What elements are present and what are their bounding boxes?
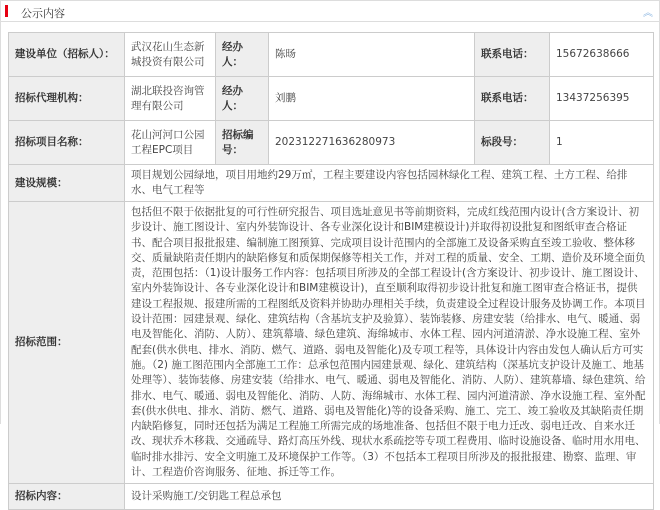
- table-row: [9, 202, 654, 484]
- section-no-value: 1: [550, 121, 654, 165]
- phone-label: 联系电话：: [475, 33, 550, 77]
- handler-label: 经办人：: [216, 77, 269, 121]
- scale-label: 建设规模：: [9, 165, 125, 202]
- project-value: 花山河河口公园工程EPC项目: [125, 121, 216, 165]
- section-marker: [5, 5, 8, 17]
- agent-phone: 13437256395: [550, 77, 654, 121]
- table-row: [9, 77, 654, 121]
- owner-value: 武汉花山生态新城投资有限公司: [125, 33, 216, 77]
- range-value: 包括但不限于依据批复的可行性研究报告、项目选址意见书等前期资料，完成红线范围内设计(含方案设计、初步设计、施工图设计、室内外装饰设计、各专业深化设计和BIM建模设计)并取得初设批复和图纸审查合格证书、配合项目报批报建、编制施工图预算、完成项目设计范围内的全部施工及设备采购直至竣工验收、整体移交、质量缺陷责任期内的缺陷修复和质保期保修等相关工作，并对工程的质量、安全、工期、造价及环境全面负责，范围包括：（1)设计服务工作内容：包括项目所涉及的全部工程设计(含方案设计、初步设计、施工图设计、室内外装饰设计、各专业深化设计和BIM建模设计)，直至顺利取得初步设计批复和施工图审查合格证书，提供建设工程报规、报建所需的工程图纸及资料并协助办理相关手续，负责建设全过程设计服务及协调工作。本项目设计范围：园建景观、绿化、建筑结构（含基坑支护及验算）、装饰装修、房建安装（给排水、电气、暖通、弱电及智能化、消防、人防）、建筑幕墙、绿色建筑、海绵城市、水体工程、园内河道清淤、净水设施工程、室外配套(供水供电、排水、消防、燃气、道路、弱电及智能化)及专项工程等，具体设计内容由发包人确认后方可实施。（2) 施工图范围内全部施工工作：总承包范围内园建景观、绿化、建筑结构（深基坑支护设计及施工、地基处理等）、装饰装修、房建安装（给排水、电气、暖通、弱电及智能化、消防、人防）、建筑幕墙、绿色建筑、给排水、电气、暖通、弱电及智能化、消防、人防、海绵城市、水体工程、园内河道清淤、净水设施工程、室外配套(供水供电、排水、消防、燃气、道路、弱电及智能化)等的设备采购、施工、完工、竣工验收及其缺陷责任期内缺陷修复，同时还包括为满足工程施工所需完成的场地准备、包括但不限于电力迁改、弱电迁改、自来水迁改、现状乔木移栽、交通疏导、路灯高压外线、现状水系疏挖等专项工程费用、临时设施设备、临时用水用电、临时排水排污、安全文明施工及环境保护工作等。（3）不包括本工程项目所涉及的报批报建、勘察、监理、审计、工程造价咨询服务、征地、拆迁等工作。: [125, 202, 654, 484]
- scale-value: 项目规划公园绿地，项目用地约29万㎡，工程主要建设内容包括园林绿化工程、建筑工程、土方工程、给排水、电气工程等: [125, 165, 654, 202]
- owner-phone: 15672638666: [550, 33, 654, 77]
- section-title: 公示内容: [21, 7, 65, 20]
- content-label: 招标内容：: [9, 484, 125, 510]
- owner-label: 建设单位（招标人）：: [9, 33, 125, 77]
- table-row: [9, 484, 654, 510]
- handler-label: 经办人：: [216, 33, 269, 77]
- collapse-icon[interactable]: ︽: [643, 8, 653, 19]
- section-header: [0, 0, 660, 22]
- content-value: 设计采购施工/交钥匙工程总承包: [125, 484, 654, 510]
- phone-label: 联系电话：: [475, 77, 550, 121]
- table-row: [9, 165, 654, 202]
- project-label: 招标项目名称：: [9, 121, 125, 165]
- agent-label: 招标代理机构：: [9, 77, 125, 121]
- code-label: 招标编号：: [216, 121, 269, 165]
- announcement-table: [8, 32, 654, 510]
- code-value: 202312271636280973: [269, 121, 475, 165]
- owner-handler: 陈旸: [269, 33, 475, 77]
- section-no-label: 标段号：: [475, 121, 550, 165]
- range-label: 招标范围：: [9, 202, 125, 484]
- agent-value: 湖北联投咨询管理有限公司: [125, 77, 216, 121]
- table-row: [9, 121, 654, 165]
- agent-handler: 刘鹏: [269, 77, 475, 121]
- table-row: [9, 33, 654, 77]
